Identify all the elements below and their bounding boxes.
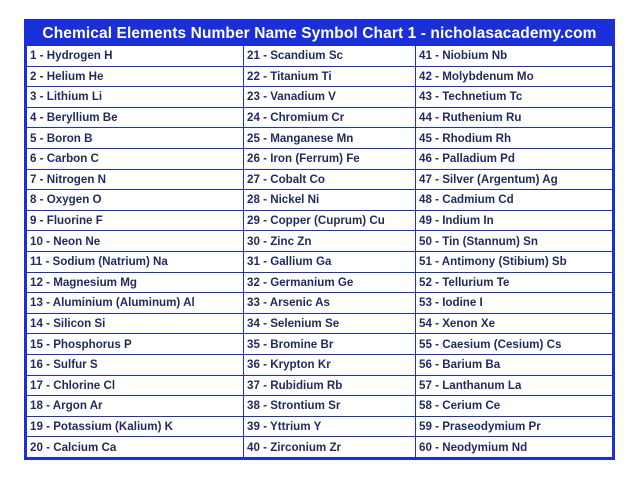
element-chart [24, 19, 615, 460]
element-cell: 58 - Cerium Ce [416, 396, 612, 416]
element-cell: 22 - Titanium Ti [244, 67, 415, 87]
element-cell: 26 - Iron (Ferrum) Fe [244, 149, 415, 169]
element-cell: 32 - Germanium Ge [244, 273, 415, 293]
element-cell: 12 - Magnesium Mg [27, 273, 243, 293]
element-cell: 60 - Neodymium Nd [416, 437, 612, 457]
element-cell: 45 - Rhodium Rh [416, 128, 612, 148]
element-cell: 56 - Barium Ba [416, 355, 612, 375]
element-grid [27, 46, 612, 457]
element-cell: 20 - Calcium Ca [27, 437, 243, 457]
element-cell: 9 - Fluorine F [27, 211, 243, 231]
element-cell: 53 - Iodine I [416, 293, 612, 313]
element-cell: 50 - Tin (Stannum) Sn [416, 231, 612, 251]
element-cell: 25 - Manganese Mn [244, 128, 415, 148]
element-cell: 38 - Strontium Sr [244, 396, 415, 416]
element-cell: 42 - Molybdenum Mo [416, 67, 612, 87]
element-cell: 17 - Chlorine Cl [27, 376, 243, 396]
element-cell: 35 - Bromine Br [244, 334, 415, 354]
element-cell: 30 - Zinc Zn [244, 231, 415, 251]
element-cell: 8 - Oxygen O [27, 190, 243, 210]
element-cell: 18 - Argon Ar [27, 396, 243, 416]
element-cell: 28 - Nickel Ni [244, 190, 415, 210]
element-cell: 49 - Indium In [416, 211, 612, 231]
element-cell: 4 - Beryllium Be [27, 108, 243, 128]
element-cell: 55 - Caesium (Cesium) Cs [416, 334, 612, 354]
element-cell: 29 - Copper (Cuprum) Cu [244, 211, 415, 231]
element-cell: 14 - Silicon Si [27, 314, 243, 334]
element-cell: 39 - Yttrium Y [244, 417, 415, 437]
element-cell: 24 - Chromium Cr [244, 108, 415, 128]
element-cell: 51 - Antimony (Stibium) Sb [416, 252, 612, 272]
element-cell: 52 - Tellurium Te [416, 273, 612, 293]
element-cell: 54 - Xenon Xe [416, 314, 612, 334]
element-cell: 3 - Lithium Li [27, 87, 243, 107]
element-cell: 16 - Sulfur S [27, 355, 243, 375]
element-cell: 59 - Praseodymium Pr [416, 417, 612, 437]
chart-title: Chemical Elements Number Name Symbol Chart 1 - nicholasacademy.com [42, 25, 597, 42]
element-cell: 23 - Vanadium V [244, 87, 415, 107]
element-cell: 46 - Palladium Pd [416, 149, 612, 169]
element-cell: 5 - Boron B [27, 128, 243, 148]
element-cell: 1 - Hydrogen H [27, 46, 243, 66]
element-cell: 7 - Nitrogen N [27, 170, 243, 190]
element-cell: 2 - Helium He [27, 67, 243, 87]
element-cell: 43 - Technetium Tc [416, 87, 612, 107]
element-cell: 41 - Niobium Nb [416, 46, 612, 66]
element-cell: 10 - Neon Ne [27, 231, 243, 251]
element-cell: 36 - Krypton Kr [244, 355, 415, 375]
element-cell: 48 - Cadmium Cd [416, 190, 612, 210]
element-cell: 13 - Aluminium (Aluminum) Al [27, 293, 243, 313]
element-cell: 31 - Gallium Ga [244, 252, 415, 272]
element-cell: 40 - Zirconium Zr [244, 437, 415, 457]
element-cell: 21 - Scandium Sc [244, 46, 415, 66]
element-cell: 27 - Cobalt Co [244, 170, 415, 190]
element-cell: 6 - Carbon C [27, 149, 243, 169]
element-cell: 57 - Lanthanum La [416, 376, 612, 396]
element-cell: 33 - Arsenic As [244, 293, 415, 313]
element-cell: 11 - Sodium (Natrium) Na [27, 252, 243, 272]
element-cell: 19 - Potassium (Kalium) K [27, 417, 243, 437]
element-cell: 44 - Ruthenium Ru [416, 108, 612, 128]
element-cell: 47 - Silver (Argentum) Ag [416, 170, 612, 190]
element-cell: 37 - Rubidium Rb [244, 376, 415, 396]
element-cell: 15 - Phosphorus P [27, 334, 243, 354]
element-cell: 34 - Selenium Se [244, 314, 415, 334]
